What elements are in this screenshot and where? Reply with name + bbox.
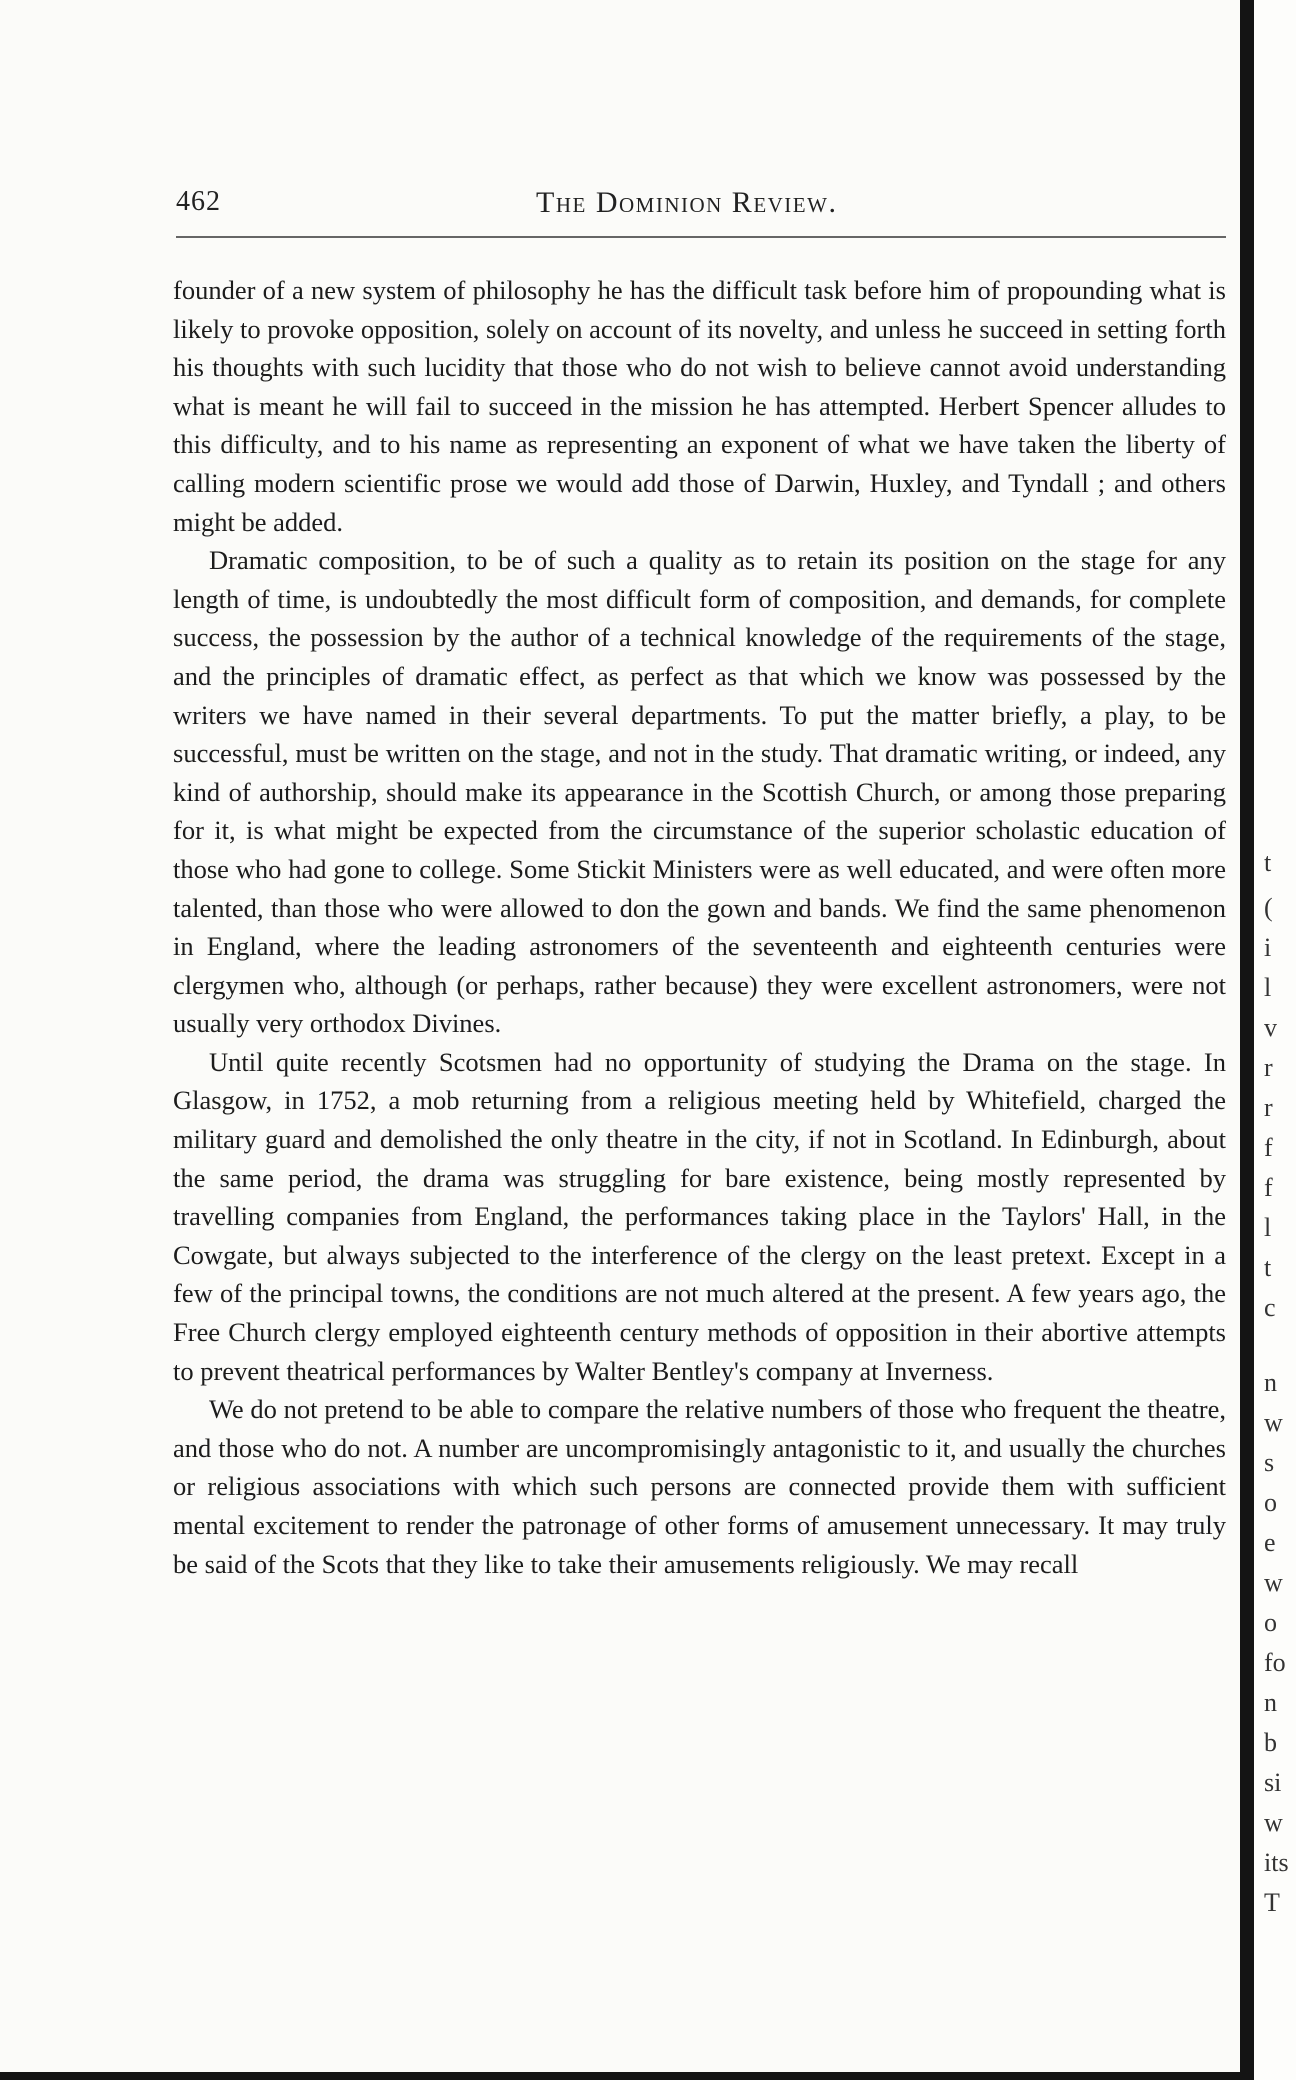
facing-page-fragment: f: [1264, 1173, 1273, 1202]
facing-page-fragment: si: [1264, 1768, 1282, 1797]
facing-page-fragment: o: [1264, 1608, 1277, 1637]
facing-page-fragment: w: [1264, 1808, 1283, 1837]
facing-page-fragment: i: [1264, 933, 1272, 962]
facing-page-fragment: w: [1264, 1408, 1283, 1437]
facing-page-fragment: b: [1264, 1728, 1277, 1757]
facing-page-fragment: o: [1264, 1488, 1277, 1517]
facing-page-fragment: s: [1264, 1448, 1275, 1477]
facing-page-fragment: T: [1264, 1888, 1280, 1917]
facing-page-fragment: l: [1264, 973, 1272, 1002]
facing-page-fragment: t: [1264, 848, 1272, 877]
facing-page-fragment: t: [1264, 1253, 1272, 1282]
facing-page-fragment: fo: [1264, 1648, 1286, 1677]
facing-page-fragment: f: [1264, 1133, 1273, 1162]
facing-page-fragment: n: [1264, 1368, 1277, 1397]
facing-page-fragment: l: [1264, 1213, 1272, 1242]
header-rule: [176, 236, 1226, 238]
facing-page-fragment: e: [1264, 1528, 1276, 1557]
facing-page-edge: [1254, 0, 1296, 2080]
page-number: 462: [176, 186, 221, 217]
paragraph: We do not pretend to be able to compare the relative numbers of those who frequent the theatre, and those who do not. A number are uncompromisingly antagonistic to it, and usually the churches or religious associations with which such persons are connected provide them with sufficient mental excitement to render the patronage of other forms of amusement unnecessary. It may truly be said of the Scots that they like to take their amusements religiously. We may recall: [173, 1394, 1226, 1579]
facing-page-fragment: w: [1264, 1568, 1283, 1597]
facing-page-fragment: n: [1264, 1688, 1277, 1717]
facing-page-fragment: r: [1264, 1093, 1273, 1122]
paragraph: founder of a new system of philosophy he has the difficult task before him of propounding what is likely to provoke opposition, solely on account of its novelty, and unless he succeed in setting forth his thoughts with such lucidity that those who do not wish to believe cannot avoid understanding what is meant he will fail to succeed in the mission he has attempted. Herbert Spencer alludes to this difficulty, and to his name as representing an exponent of what we have taken the liberty of calling modern scientific prose we would add those of Darwin, Huxley, and Tyndall ; and others might be added.: [173, 275, 1226, 537]
page-header: [176, 186, 1226, 226]
facing-page-fragment: its: [1264, 1848, 1289, 1877]
running-title: The Dominion Review.: [536, 186, 838, 219]
facing-page-fragment: c: [1264, 1293, 1276, 1322]
facing-page-fragment: r: [1264, 1053, 1273, 1082]
facing-page-fragment: v: [1264, 1013, 1277, 1042]
body-text: [173, 271, 1226, 1583]
paragraph: Until quite recently Scotsmen had no opportunity of studying the Drama on the stage. In Glasgow, in 1752, a mob returning from a religious meeting held by Whitefield, charged the military guard and demolished the only theatre in the city, if not in Scotland. In Edinburgh, about the same period, the drama was struggling for bare existence, being mostly represented by travelling companies from England, the performances taking place in the Taylors' Hall, in the Cowgate, but always subjected to the interference of the clergy on the least pretext. Except in a few of the principal towns, the conditions are not much altered at the present. A few years ago, the Free Church clergy employed eighteenth century methods of opposition in their abortive attempts to prevent theatrical performances by Walter Bentley's company at Inverness.: [173, 1046, 1226, 1386]
paragraph: Dramatic composition, to be of such a quality as to retain its position on the stage for any length of time, is undoubtedly the most difficult form of composition, and demands, for complete success, the possession by the author of a technical knowledge of the requirements of the stage, and the principles of dramatic effect, as perfect as that which we know was possessed by the writers we have named in their several departments. To put the matter briefly, a play, to be successful, must be written on the stage, and not in the study. That dramatic writing, or indeed, any kind of authorship, should make its appearance in the Scottish Church, or among those preparing for it, is what might be expected from the circumstance of the superior scholastic education of those who had gone to college. Some Stickit Ministers were as well educated, and were often more talented, than those who were allowed to don the gown and bands. We find the same phenomenon in England, where the leading astronomers of the seventeenth and eighteenth centuries were clergymen who, although (or perhaps, rather because) they were excellent astronomers, were not usually very orthodox Divines.: [173, 545, 1226, 1039]
facing-page-fragment: (: [1264, 893, 1273, 922]
